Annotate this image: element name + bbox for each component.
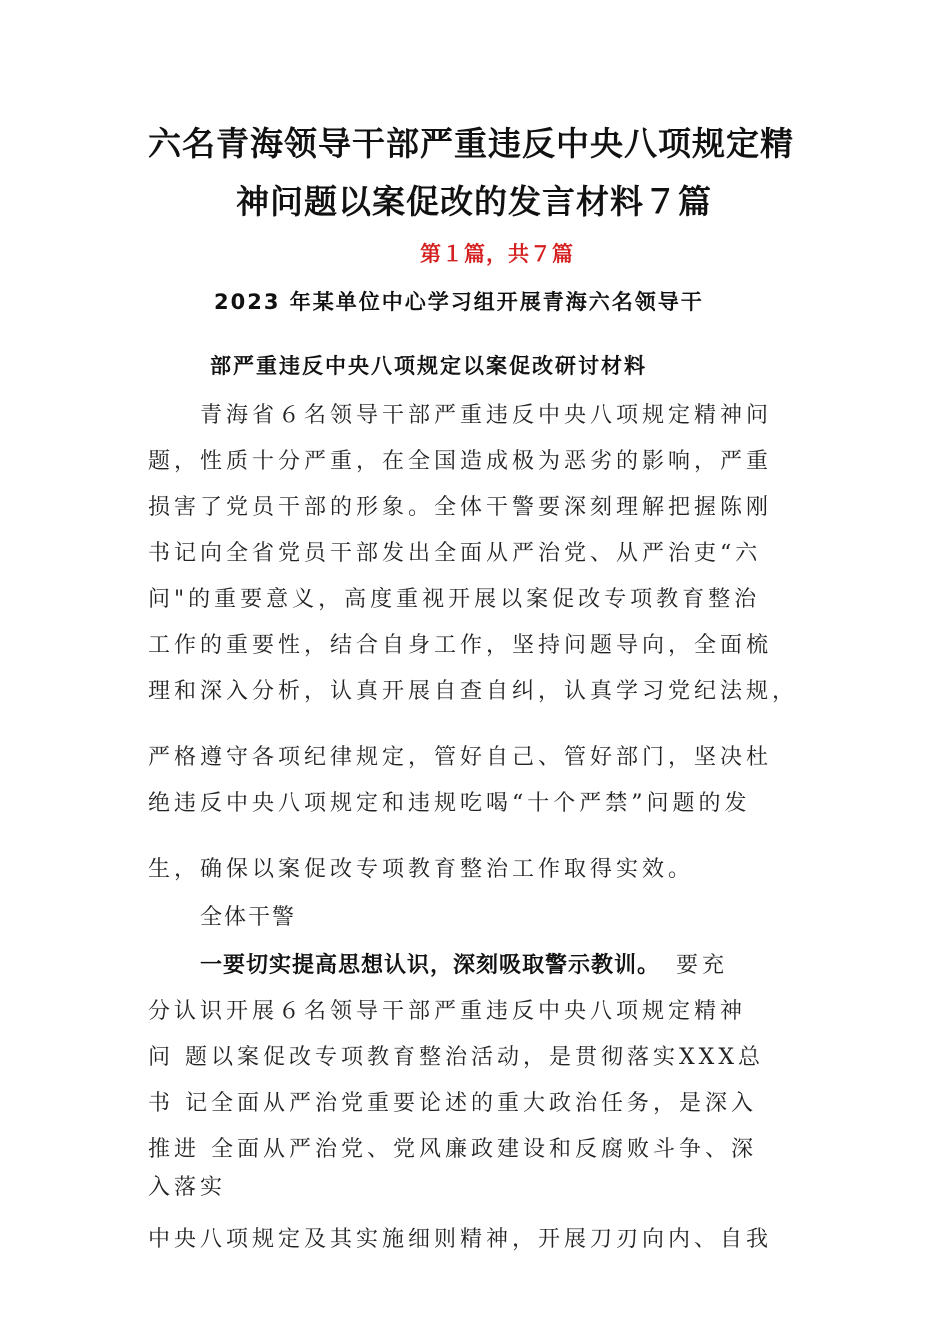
paragraph-line: 生，确保以案促改专项教育整治工作取得实效。	[148, 857, 695, 882]
paragraph-line: 题，性质十分严重，在全国造成极为恶劣的影响，严重	[148, 449, 773, 474]
paragraph-line: 损害了党员干部的形象。全体干警要深刻理解把握陈刚	[148, 495, 773, 520]
document-title-line-1: 六名青海领导干部严重违反中央八项规定精	[148, 124, 794, 163]
point-1-lead: 一要切实提高思想认识，深刻吸取警示教训。	[200, 953, 661, 978]
paragraph-line: 中央八项规定及其实施细则精神，开展刀刃向内、自我	[148, 1227, 773, 1252]
paragraph-line: 工作的重要性，结合自身工作，坚持问题导向，全面梳	[148, 633, 773, 658]
paragraph-line: 理和深入分析，认真开展自查自纠，认真学习党纪法规，	[148, 679, 799, 704]
salutation: 全体干警	[200, 905, 297, 930]
subtitle-line-2: 部严重违反中央八项规定以案促改研讨材料	[210, 354, 647, 378]
paragraph-line: 问 题以案促改专项教育整治活动，是贯彻落实XXX总	[148, 1045, 764, 1070]
part-label: 第１篇，共７篇	[420, 242, 574, 266]
paragraph-line: 书 记全面从严治党重要论述的重大政治任务，是深入	[148, 1091, 757, 1116]
paragraph-line: 推进 全面从严治党、党风廉政建设和反腐败斗争、深	[148, 1137, 757, 1162]
paragraph-line: 书记向全省党员干部发出全面从严治党、从严治吏“六	[148, 541, 762, 566]
paragraph-line: 分认识开展６名领导干部严重违反中央八项规定精神	[148, 999, 747, 1024]
subtitle-line-1: 2023 年某单位中心学习组开展青海六名领导干	[214, 290, 704, 314]
point-1-text-start: 要充	[676, 953, 729, 978]
paragraph-line: 入落实	[148, 1175, 227, 1200]
paragraph-line: 问"的重要意义，高度重视开展以案促改专项教育整治	[148, 587, 761, 612]
paragraph-line: 青海省６名领导干部严重违反中央八项规定精神问	[200, 403, 773, 428]
paragraph-line: 绝违反中央八项规定和违规吃喝“十个严禁”问题的发	[148, 791, 751, 816]
point-1-line	[200, 948, 728, 979]
paragraph-line: 严格遵守各项纪律规定，管好自己、管好部门，坚决杜	[148, 745, 773, 770]
document-title-line-2: 神问题以案促改的发言材料７篇	[236, 182, 712, 221]
